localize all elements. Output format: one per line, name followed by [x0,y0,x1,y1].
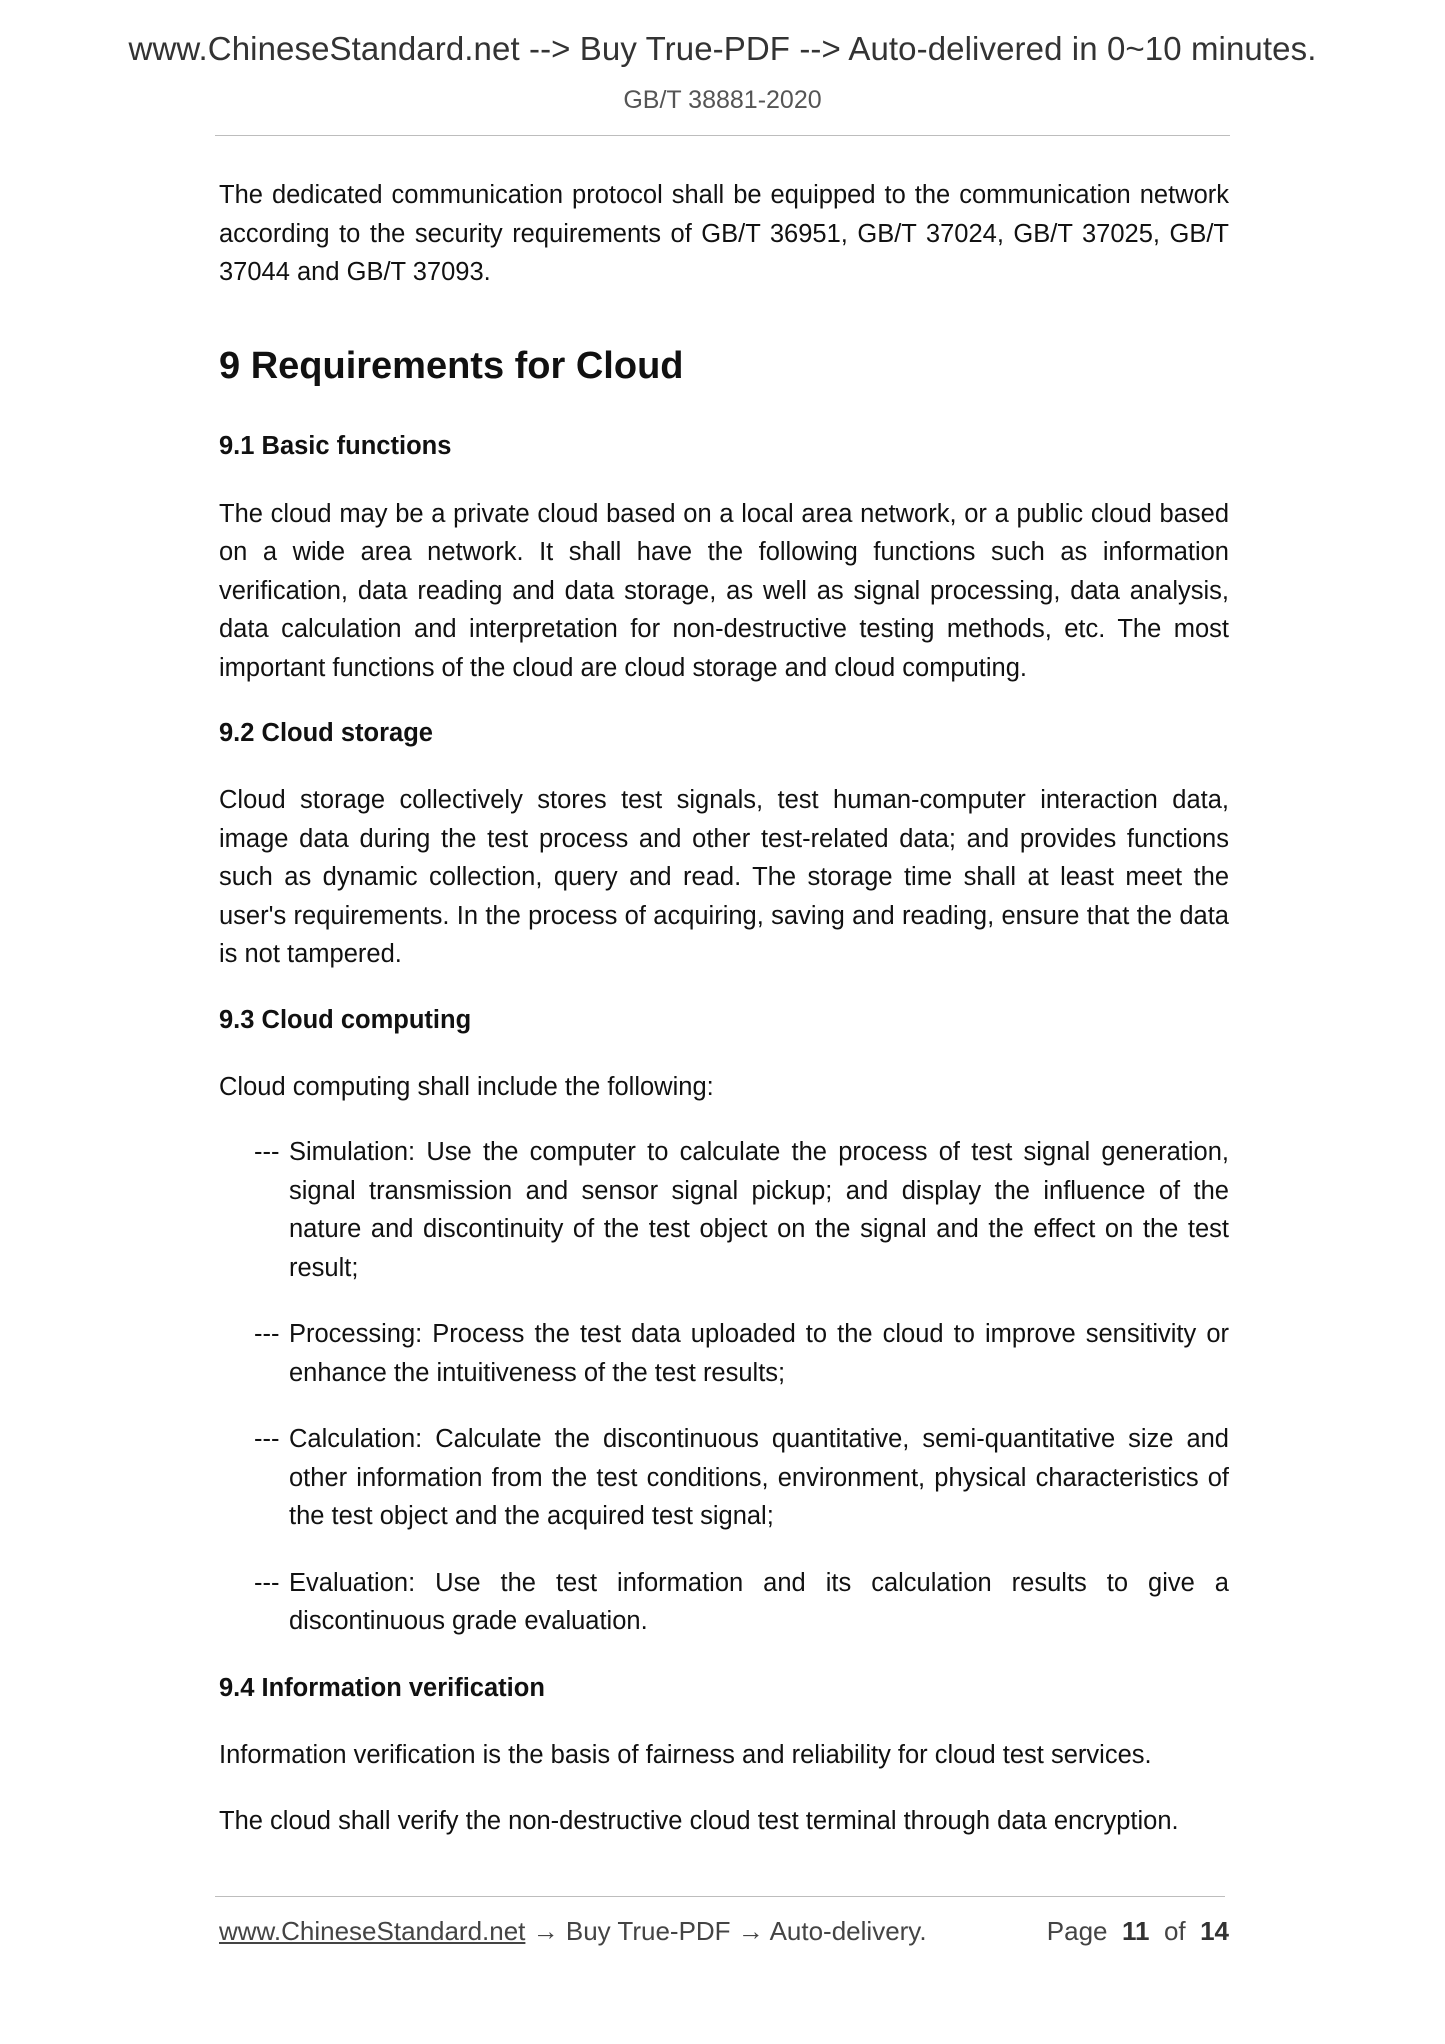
section-9-4-heading: 9.4 Information verification [219,1673,545,1702]
list-item [219,1315,1229,1392]
list-dash: --- [254,1320,280,1348]
section-9-1-heading: 9.1 Basic functions [219,431,452,460]
list-item-text: Calculation: Calculate the discontinuous quantitative, semi-quantitative size and other information from the test conditions, environment, physical characteristics of the test object and the acquired test signal; [289,1425,1229,1530]
list-item-text: Simulation: Use the computer to calculate the process of test signal generation, signal transmission and sensor signal pickup; and display the influence of the nature and discontinuity of the test object on the signal and the effect on the test result; [289,1138,1229,1282]
page-number: 11 [1121,1916,1150,1946]
footer-divider [215,1896,1225,1897]
section-9-3-intro: Cloud computing shall include the following: [219,1072,714,1101]
section-9-4-para-1: Information verification is the basis of fairness and reliability for cloud test services. [219,1740,1152,1769]
list-item-text: Evaluation: Use the test information and its calculation results to give a discontinuous grade evaluation. [289,1568,1229,1635]
document-id: GB/T 38881-2020 [623,86,822,114]
page-indicator [1047,1916,1229,1947]
list-dash: --- [254,1425,280,1453]
of-word: of [1163,1916,1186,1946]
footer-site-link[interactable]: www.ChineseStandard.net [219,1916,526,1946]
section-9-4-para-2: The cloud shall verify the non-destructive cloud test terminal through data encryption. [219,1807,1179,1835]
list-item [219,1420,1229,1536]
section-9-2-body: Cloud storage collectively stores test signals, test human-computer interaction data, image data during the test process and other test-related data; and provides functions such as dynamic collection, query and read. The storage time shall at least meet the user's requirements. In the process of acquiring, saving and reading, ensure that the data is not tampered. [219,786,1229,968]
list-item-text: Processing: Process the test data uploaded to the cloud to improve sensitivity or enhance the intuitiveness of the test results; [289,1320,1229,1387]
section-9-1-body: The cloud may be a private cloud based on a local area network, or a public cloud based on a wide area network. It shall have the following functions such as information verification, data reading and data storage, as well as signal processing, data analysis, data calculation and interpretation for non-destructive testing methods, etc. The most important functions of the cloud are cloud storage and cloud computing. [219,499,1229,682]
page-total: 14 [1200,1916,1229,1946]
header-divider [215,135,1230,136]
section-9-heading: 9 Requirements for Cloud [219,344,684,387]
section-9-2-heading: 9.2 Cloud storage [219,719,433,747]
page-footer [219,1916,1229,1947]
page-word: Page [1046,1916,1108,1946]
list-dash: --- [254,1568,280,1597]
page-content [219,176,1229,1841]
top-banner: www.ChineseStandard.net --> Buy True-PDF --> Auto-delivered in 0~10 minutes. [128,30,1317,67]
list-item [219,1133,1229,1287]
section-9-3-heading: 9.3 Cloud computing [219,1005,472,1034]
intro-paragraph: The dedicated communication protocol shall be equipped to the communication network according to the security requirements of GB/T 36951, GB/T 37024, GB/T 37025, GB/T 37044 and GB/T 37093. [219,181,1229,286]
list-item [219,1564,1229,1641]
list-dash: --- [254,1138,280,1166]
footer-text: → Buy True-PDF → Auto-delivery. [525,1916,927,1946]
